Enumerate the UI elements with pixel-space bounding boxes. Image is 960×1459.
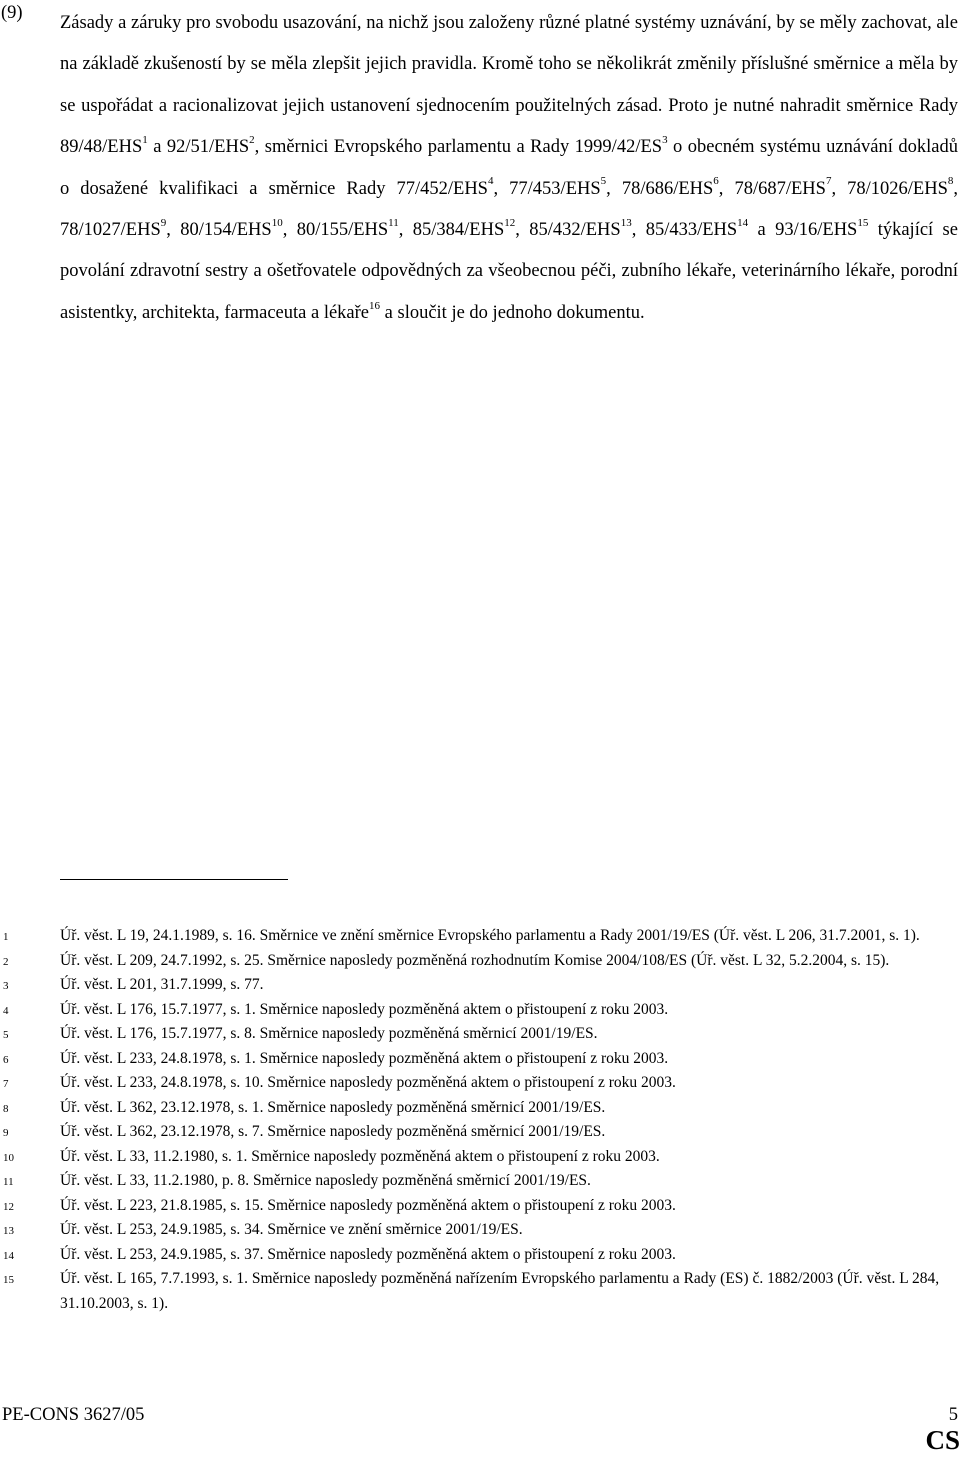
footnote-item bbox=[0, 1047, 960, 1072]
footnote-item bbox=[0, 1096, 960, 1121]
document-id: PE-CONS 3627/05 bbox=[2, 1405, 145, 1425]
footnote-reference: 2 bbox=[249, 134, 255, 147]
footnote-number: 7 bbox=[3, 1078, 9, 1090]
footnote-text: Úř. věst. L 176, 15.7.1977, s. 1. Směrnice naposledy pozměněná aktem o přistoupení z roku 2003. bbox=[60, 1000, 669, 1018]
footnote-item bbox=[0, 998, 960, 1023]
footnote-text: Úř. věst. L 253, 24.9.1985, s. 37. Směrnice naposledy pozměněná aktem o přistoupení z roku 2003. bbox=[60, 1245, 676, 1263]
footnote-item bbox=[0, 1194, 960, 1219]
footnote-reference: 9 bbox=[160, 216, 167, 229]
footnote-separator bbox=[60, 879, 288, 880]
footnote-text: Úř. věst. L 33, 11.2.1980, s. 1. Směrnice naposledy pozměněná aktem o přistoupení z roku 2003. bbox=[60, 1147, 660, 1165]
footnote-text: Úř. věst. L 233, 24.8.1978, s. 1. Směrnice naposledy pozměněná aktem o přistoupení z roku 2003. bbox=[60, 1049, 669, 1067]
footnote-reference: 15 bbox=[857, 216, 869, 229]
footnote-reference: 13 bbox=[620, 216, 632, 229]
paragraph-text-segment: Zásady a záruky pro svobodu usazování, na nichž jsou založeny různé platné systémy uznávání, by se měly zachovat, ale na základě zkušeností by se měla zlepšit jejich pravidla. Kromě toho se několikrát změnily příslušné směrnice a měla by se uspořádat a racionalizovat jejich ustanovení sjednocením použitelných zásad. Proto je nutné nahradit směrnice Rady 89/48/EHS bbox=[60, 13, 958, 158]
footnote-text: Úř. věst. L 19, 24.1.1989, s. 16. Směrnice ve znění směrnice Evropského parlamentu a Rady 2001/19/ES (Úř. věst. L 206, 31.7.2001, s. 1). bbox=[60, 927, 920, 944]
footnote-number: 8 bbox=[3, 1102, 9, 1115]
footnote-number: 2 bbox=[3, 955, 9, 968]
paragraph-text-segment: o obecném systému uznávání dokladů o dosažené kvalifikaci a směrnice Rady 77/452/EHS bbox=[60, 137, 958, 199]
footnote-number: 5 bbox=[3, 1029, 9, 1041]
footnote-number: 12 bbox=[3, 1200, 14, 1213]
footnote-text: Úř. věst. L 165, 7.7.1993, s. 1. Směrnice naposledy pozměněná nařízením Evropského parlamentu a Rady (ES) č. 1882/2003 (Úř. věst. L 284, 31.10.2003, s. 1). bbox=[60, 1270, 940, 1312]
footnote-item bbox=[0, 1145, 960, 1170]
paragraph-text-segment: , 85/433/EHS bbox=[631, 220, 738, 241]
footnote-item bbox=[0, 973, 960, 998]
footnote-text: Úř. věst. L 209, 24.7.1992, s. 25. Směrnice naposledy pozměněná rozhodnutím Komise 2004/108/ES (Úř. věst. L 32, 5.2.2004, s. 15). bbox=[60, 951, 890, 969]
footnote-text: Úř. věst. L 362, 23.12.1978, s. 1. Směrnice naposledy pozměněná směrnicí 2001/19/ES. bbox=[60, 1098, 606, 1116]
paragraph-text-segment: , 77/453/EHS bbox=[493, 178, 601, 199]
footnote-item bbox=[0, 1071, 960, 1096]
paragraph-text bbox=[60, 3, 958, 334]
footnotes-list bbox=[0, 924, 960, 1316]
paragraph-text-segment: , 85/384/EHS bbox=[398, 220, 505, 241]
footnote-item bbox=[0, 1218, 960, 1243]
paragraph-text-segment: , 85/432/EHS bbox=[515, 220, 621, 241]
footnote-reference: 10 bbox=[271, 216, 283, 229]
paragraph-text-segment: , 78/686/EHS bbox=[606, 178, 714, 199]
footnote-item bbox=[0, 1169, 960, 1194]
footnote-reference: 16 bbox=[369, 299, 381, 312]
footnote-item bbox=[0, 1120, 960, 1145]
footnote-item bbox=[0, 1243, 960, 1268]
footnote-reference: 1 bbox=[142, 134, 148, 147]
footnote-number: 10 bbox=[3, 1151, 14, 1164]
footnote-reference: 11 bbox=[388, 216, 399, 229]
footnote-text: Úř. věst. L 201, 31.7.1999, s. 77. bbox=[60, 976, 264, 993]
footnote-reference: 7 bbox=[825, 175, 832, 188]
paragraph-text-segment: , 78/687/EHS bbox=[718, 178, 826, 199]
paragraph-text-segment: a 92/51/EHS bbox=[147, 137, 250, 158]
page-number: 5 bbox=[948, 1405, 958, 1425]
footnote-number: 4 bbox=[3, 1004, 9, 1017]
footnote-reference: 14 bbox=[737, 216, 749, 229]
language-code: CS bbox=[925, 1425, 960, 1455]
footnote-number: 3 bbox=[3, 980, 9, 992]
paragraph-text-segment: , 80/155/EHS bbox=[282, 220, 389, 241]
footnote-item bbox=[0, 924, 960, 949]
footnote-text: Úř. věst. L 33, 11.2.1980, p. 8. Směrnice naposledy pozměněná směrnicí 2001/19/ES. bbox=[60, 1172, 591, 1189]
paragraph-text-segment: , 80/154/EHS bbox=[166, 220, 272, 241]
footnote-item bbox=[0, 1022, 960, 1047]
footnote-text: Úř. věst. L 176, 15.7.1977, s. 8. Směrnice naposledy pozměněná směrnicí 2001/19/ES. bbox=[60, 1025, 598, 1042]
footnote-reference: 5 bbox=[600, 175, 607, 188]
paragraph-text-segment: , 78/1027/EHS bbox=[60, 178, 958, 241]
footnote-number: 14 bbox=[3, 1249, 14, 1262]
footnote-reference: 6 bbox=[713, 175, 719, 188]
paragraph-text-segment: a sloučit je do jednoho dokumentu. bbox=[380, 302, 645, 323]
footnote-reference: 8 bbox=[947, 175, 954, 188]
footnote-number: 9 bbox=[3, 1127, 9, 1139]
footnote-text: Úř. věst. L 223, 21.8.1985, s. 15. Směrnice naposledy pozměněná aktem o přistoupení z roku 2003. bbox=[60, 1196, 676, 1214]
footnote-number: 6 bbox=[3, 1053, 9, 1066]
footnote-number: 13 bbox=[3, 1225, 14, 1237]
footnote-text: Úř. věst. L 233, 24.8.1978, s. 10. Směrnice naposledy pozměněná aktem o přistoupení z roku 2003. bbox=[60, 1074, 676, 1091]
footnote-number: 11 bbox=[3, 1176, 14, 1188]
footnote-text: Úř. věst. L 362, 23.12.1978, s. 7. Směrnice naposledy pozměněná směrnicí 2001/19/ES. bbox=[60, 1123, 606, 1140]
paragraph-text-segment: , směrnici Evropského parlamentu a Rady 1999/42/ES bbox=[254, 137, 663, 158]
footnote-reference: 12 bbox=[504, 216, 516, 229]
footnote-reference: 4 bbox=[487, 175, 494, 188]
paragraph-text-segment: týkající se povolání zdravotní sestry a ošetřovatele odpovědných za všeobecnou péči, zubního lékaře, veterinárního lékaře, porodní asistentky, architekta, farmaceuta a lékaře bbox=[60, 220, 958, 323]
paragraph-text-segment: a 93/16/EHS bbox=[748, 220, 858, 241]
footnote-number: 15 bbox=[3, 1274, 14, 1286]
footnote-number: 1 bbox=[3, 931, 9, 943]
footnote-text: Úř. věst. L 253, 24.9.1985, s. 34. Směrnice ve znění směrnice 2001/19/ES. bbox=[60, 1221, 523, 1238]
footnote-reference: 3 bbox=[662, 134, 668, 147]
footnote-item bbox=[0, 949, 960, 974]
paragraph-number: (9) bbox=[1, 3, 23, 23]
paragraph-text-segment: , 78/1026/EHS bbox=[831, 178, 948, 199]
footnote-item bbox=[0, 1267, 960, 1316]
